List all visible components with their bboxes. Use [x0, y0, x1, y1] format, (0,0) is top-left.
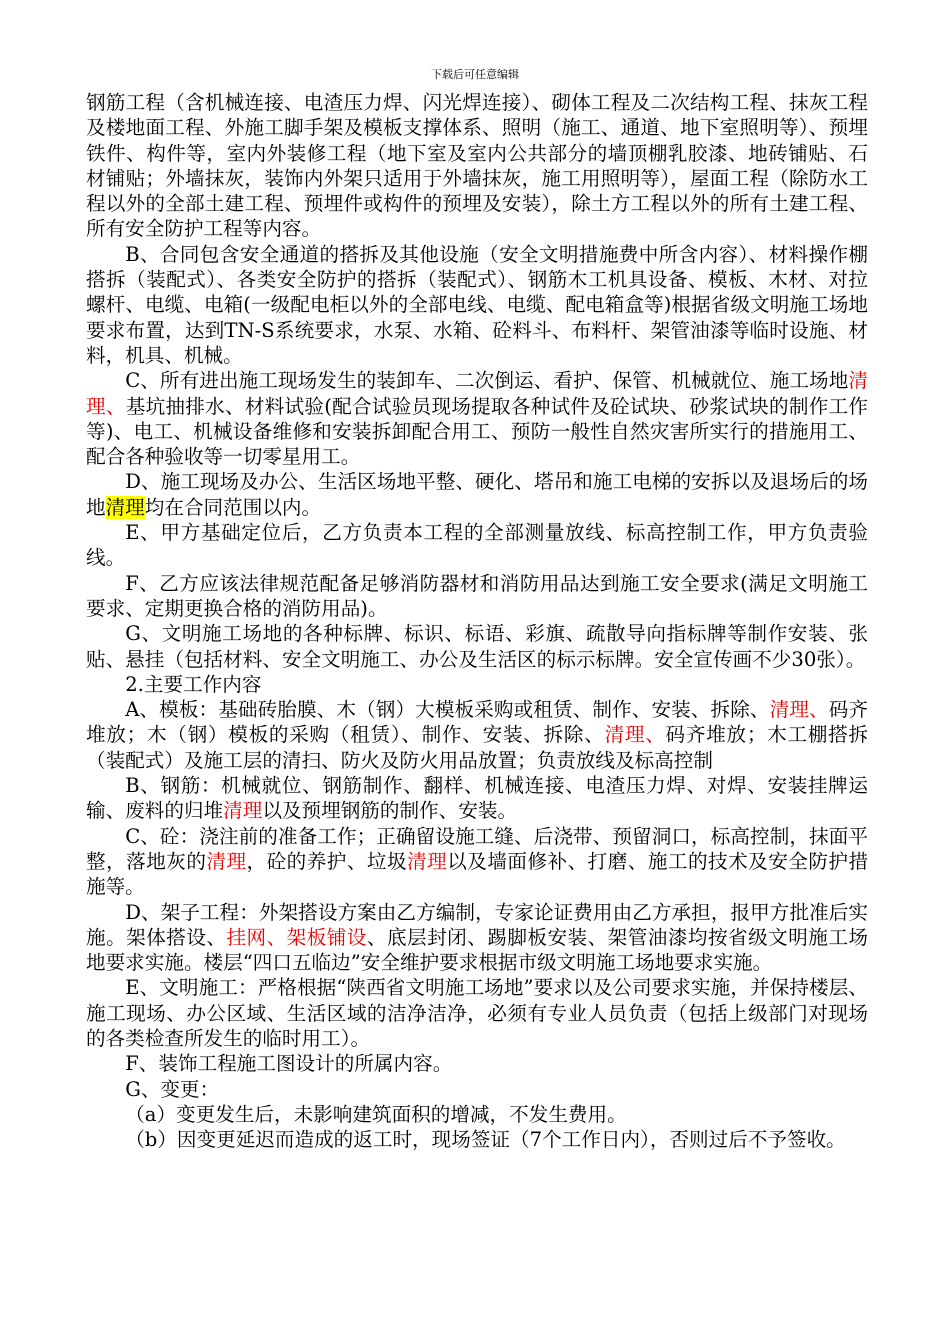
- paragraph: [86, 1102, 868, 1127]
- paragraph-text: A、模板：基础砖胎膜、木（钢）大模板采购或租赁、制作、安装、拆除、: [125, 698, 770, 722]
- paragraph: [86, 368, 868, 469]
- paragraph: [86, 1051, 868, 1076]
- paragraph: [86, 773, 868, 824]
- paragraph-text: ，砼的养护、垃圾: [246, 849, 408, 873]
- paragraph-text: 码齐堆放；木工棚搭拆（装配式）及施工层的清扫、防火及防火用品放置；负责放线及标高控制: [86, 723, 869, 772]
- paragraph-text: （a）变更发生后，未影响建筑面积的增减，不发生费用。: [125, 1102, 627, 1126]
- paragraph: [86, 1077, 868, 1102]
- paragraph-text: C、所有进出施工现场发生的装卸车、二次倒运、看护、保管、机械就位、施工场地: [125, 369, 849, 393]
- page-header: 下载后可任意编辑: [431, 68, 519, 81]
- red-text: 清理: [206, 849, 247, 873]
- paragraph: [86, 824, 868, 900]
- paragraph: [86, 900, 868, 976]
- paragraph-text: B、钢筋：机械就位、钢筋制作、翻样、机械连接、电渣压力焊、对焊、安装挂牌运输、废料的归堆: [86, 774, 868, 823]
- paragraph: [86, 1127, 868, 1152]
- paragraph-text: 2.主要工作内容: [125, 672, 262, 696]
- paragraph-text: 均在合同范围以内。: [144, 495, 322, 519]
- paragraph-text: （b）因变更延迟而造成的返工时，现场签证（7个工作日内），否则过后不予签收。: [125, 1128, 846, 1152]
- paragraph: [86, 975, 868, 1051]
- paragraph-text: 钢筋工程（含机械连接、电渣压力焊、闪光焊连接）、砌体工程及二次结构工程、抹灰工程及楼地面工程、外施工脚手架及模板支撑体系、照明（施工、通道、地下室照明等）、预埋铁件、构件等，室内外装修工程（地下室及室内公共部分的墙顶棚乳胶漆、地砖铺贴、石材铺贴；外墙抹灰，装饰内外架只适用于外墙抹灰，施工用照明等），屋面工程（除防水工程以外的全部土建工程、预埋件或构件的预埋及安装），除土方工程以外的所有土建工程、所有安全防护工程等内容。: [86, 91, 868, 241]
- paragraph-text: 码齐堆放；木（钢）模板的采购（租赁）、制作、安装、拆除、: [86, 698, 869, 747]
- paragraph-text: 、底层封闭、踢脚板安装、架管油漆均按省级文明施工场地要求实施。楼层“四口五临边”安全维护要求根据市级文明施工场地要求实施。: [86, 925, 869, 975]
- paragraph-text: G、变更：: [125, 1077, 220, 1101]
- paragraph: [86, 242, 868, 368]
- paragraph-text: E、文明施工：严格根据“陕西省文明施工场地”要求以及公司要求实施，并保持楼层、施工现场、办公区域、生活区域的洁净洁净，必须有专业人员负责（包括上级部门对现场的各类检查所发生的临时用工）。: [86, 976, 868, 1050]
- red-text: 清理、: [604, 723, 666, 747]
- paragraph: [86, 697, 868, 773]
- paragraph-text: B、合同包含安全通道的搭拆及其他设施（安全文明措施费中所含内容）、材料操作棚搭拆（装配式）、各类安全防护的搭拆（装配式）、钢筋木工机具设备、模板、木材、对拉螺杆、电缆、电箱(一级配电柜以外的全部电线、电缆、配电箱盒等)根据省级文明施工场地要求布置，达到TN-S系统要求，水泵、水箱、砼料斗、布料杆、架管油漆等临时设施、材料，机具、机械。: [86, 242, 868, 367]
- red-text: 挂网、架板铺设: [226, 925, 367, 949]
- red-text: 清理: [407, 849, 448, 873]
- paragraph: [86, 672, 868, 697]
- paragraph-text: 以及墙面修补、打磨、施工的技术及安全防护措施等。: [86, 849, 869, 899]
- paragraph-text: 基坑抽排水、材料试验(配合试验员现场提取各种试件及砼试块、砂浆试块的制作工作等)、电工、机械设备维修和安装拆卸配合用工、预防一般性自然灾害所实行的措施用工、配合各种验收等一切零星用工。: [86, 394, 868, 469]
- paragraph-text: D、施工现场及办公、生活区场地平整、硬化、塔吊和施工电梯的安拆以及退场后的场地: [86, 470, 868, 519]
- paragraph-text: F、乙方应该法律规范配备足够消防器材和消防用品达到施工安全要求(满足文明施工要求、定期更换合格的消防用品)。: [86, 571, 868, 620]
- document-body: [86, 90, 868, 1152]
- paragraph: [86, 469, 868, 520]
- red-text: 清理、: [769, 698, 829, 722]
- paragraph: [86, 90, 868, 242]
- highlighted-text: 清理: [105, 495, 145, 519]
- red-text: 清理: [223, 799, 263, 823]
- paragraph-text: G、文明施工场地的各种标牌、标识、标语、彩旗、疏散导向指标牌等制作安装、张贴、悬挂（包括材料、安全文明施工、办公及生活区的标示标牌。安全宣传画不少30张）。: [86, 622, 868, 671]
- paragraph: [86, 571, 868, 622]
- paragraph-text: E、甲方基础定位后，乙方负责本工程的全部测量放线、标高控制工作，甲方负责验线。: [86, 521, 868, 570]
- paragraph: [86, 621, 868, 672]
- paragraph-text: C、砼：浇注前的准备工作；正确留设施工缝、后浇带、预留洞口，标高控制，抹面平整，落地灰的: [86, 824, 868, 873]
- paragraph: [86, 520, 868, 571]
- paragraph-text: F、装饰工程施工图设计的所属内容。: [125, 1052, 453, 1076]
- paragraph-text: D、架子工程：外架搭设方案由乙方编制，专家论证费用由乙方承担，报甲方批准后实施。架体搭设、: [86, 900, 868, 949]
- red-text: 清理、: [86, 369, 868, 418]
- paragraph-text: 以及预埋钢筋的制作、安装。: [262, 799, 518, 823]
